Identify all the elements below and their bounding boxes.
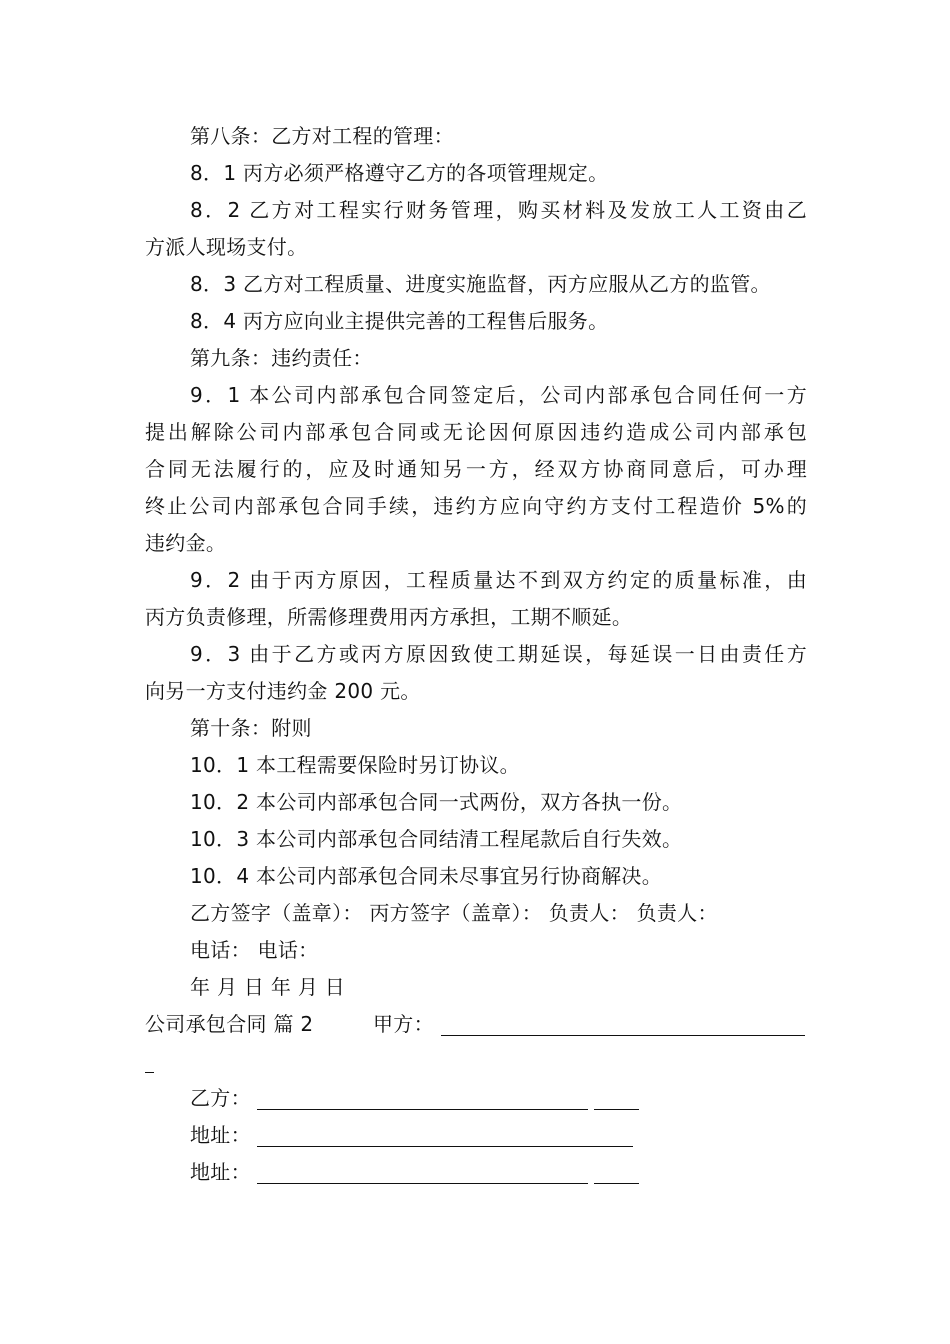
clause-9-1-line1: 9．1 本公司内部承包合同签定后，公司内部承包合同任何一方	[190, 383, 807, 407]
address-2-blank	[257, 1183, 588, 1184]
clause-8-2-line1: 8．2 乙方对工程实行财务管理，购买材料及发放工人工资由乙	[190, 198, 807, 222]
party-b-label: 乙方：	[190, 1086, 251, 1110]
party-b-blank-tail	[594, 1109, 639, 1110]
clause-9-1-line3: 合同无法履行的，应及时通知另一方，经双方协商同意后，可办理	[145, 457, 807, 481]
clause-10-3: 10．3 本公司内部承包合同结清工程尾款后自行失效。	[190, 827, 683, 851]
party-a-label: 甲方：	[373, 1012, 434, 1036]
article-10-heading: 第十条：附则	[190, 716, 312, 740]
party-a-blank	[441, 1035, 805, 1036]
clause-9-1-line5: 违约金。	[145, 531, 227, 555]
clause-9-3-line2: 向另一方支付违约金 200 元。	[145, 679, 421, 703]
clause-8-1: 8．1 丙方必须严格遵守乙方的各项管理规定。	[190, 161, 609, 185]
clause-8-4: 8．4 丙方应向业主提供完善的工程售后服务。	[190, 309, 609, 333]
party-a-blank-continuation	[145, 1072, 154, 1073]
article-9-heading: 第九条：违约责任：	[190, 346, 373, 370]
address-1-label: 地址：	[190, 1123, 251, 1147]
clause-9-1-line4: 终止公司内部承包合同手续，违约方应向守约方支付工程造价 5%的	[145, 494, 807, 518]
clause-10-4: 10．4 本公司内部承包合同未尽事宜另行协商解决。	[190, 864, 663, 888]
clause-8-2-line2: 方派人现场支付。	[145, 235, 308, 259]
clause-9-2-line1: 9．2 由于丙方原因，工程质量达不到双方约定的质量标准，由	[190, 568, 807, 592]
clause-10-1: 10．1 本工程需要保险时另订协议。	[190, 753, 520, 777]
clause-8-3: 8．3 乙方对工程质量、进度实施监督，丙方应服从乙方的监管。	[190, 272, 771, 296]
address-2-blank-tail	[594, 1183, 639, 1184]
date-line: 年 月 日 年 月 日	[190, 975, 346, 999]
contract-2-heading: 公司承包合同 篇 2	[145, 1012, 314, 1036]
address-1-blank	[257, 1146, 633, 1147]
address-2-label: 地址：	[190, 1160, 251, 1184]
clause-10-2: 10．2 本公司内部承包合同一式两份，双方各执一份。	[190, 790, 683, 814]
clause-9-3-line1: 9．3 由于乙方或丙方原因致使工期延误，每延误一日由责任方	[190, 642, 807, 666]
clause-9-1-line2: 提出解除公司内部承包合同或无论因何原因违约造成公司内部承包	[145, 420, 807, 444]
clause-9-2-line2: 丙方负责修理，所需修理费用丙方承担，工期不顺延。	[145, 605, 633, 629]
signature-line: 乙方签字（盖章）： 丙方签字（盖章）： 负责人： 负责人：	[190, 901, 718, 925]
phone-line: 电话： 电话：	[190, 938, 319, 962]
article-8-heading: 第八条：乙方对工程的管理：	[190, 124, 454, 148]
party-b-blank	[257, 1109, 588, 1110]
